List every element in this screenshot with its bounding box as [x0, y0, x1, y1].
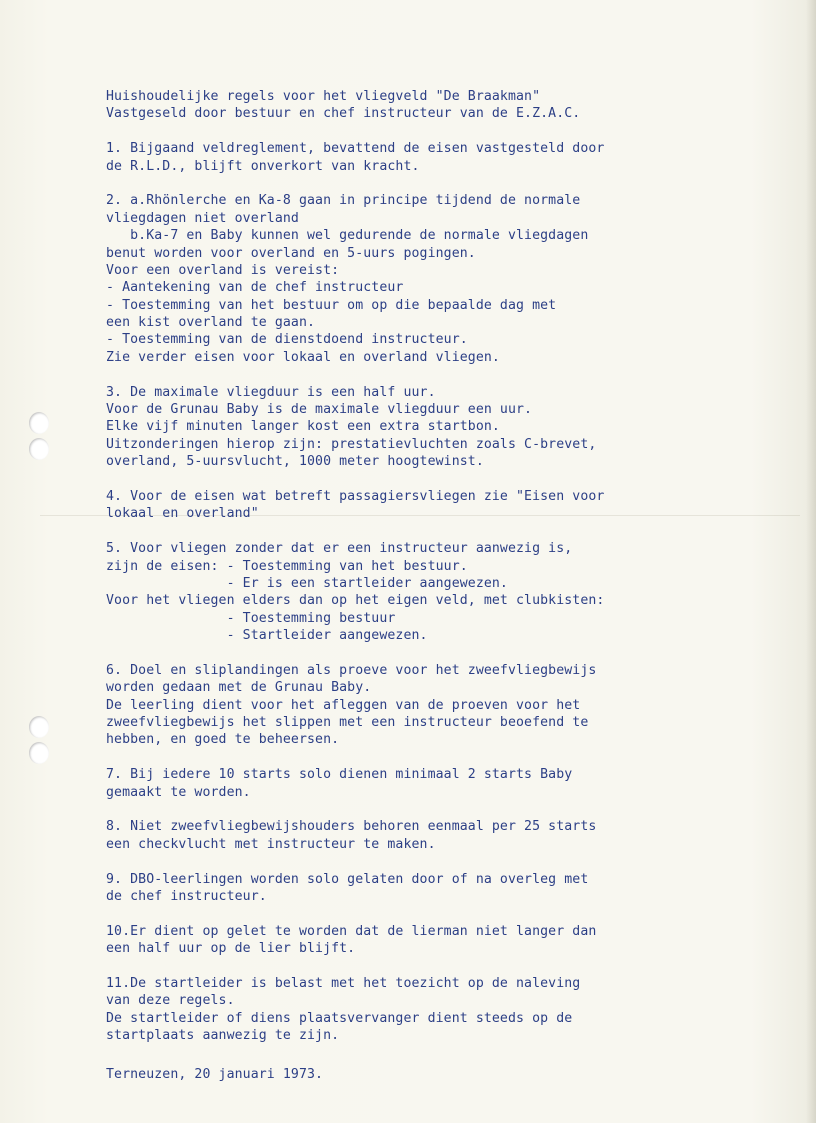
rule-line: 4. Voor de eisen wat betreft passagiersvliegen zie "Eisen voor: [106, 488, 605, 504]
rule-line: De leerling dient voor het afleggen van de proeven voor het: [106, 697, 581, 713]
title-line: Vastgeseld door bestuur en chef instructeur van de E.Z.A.C.: [106, 106, 581, 122]
rule-line: - Aantekening van de chef instructeur: [106, 280, 404, 296]
rule-paragraph: [106, 140, 726, 175]
rule-line: 10.Er dient op gelet te worden dat de lierman niet langer dan: [106, 923, 597, 939]
rule-line: - Toestemming van de dienstdoend instructeur.: [106, 332, 468, 348]
rule-line: zweefvliegbewijs het slippen met een instructeur beoefend te: [106, 715, 589, 731]
rule-line: 5. Voor vliegen zonder dat er een instructeur aanwezig is,: [106, 541, 573, 557]
rule-line: Voor de Grunau Baby is de maximale vliegduur een uur.: [106, 402, 533, 418]
document-title: [106, 88, 726, 123]
rule-paragraph: [106, 384, 726, 471]
rule-line: - Er is een startleider aangewezen.: [106, 575, 508, 591]
rule-paragraph: [106, 540, 726, 644]
rule-line: 1. Bijgaand veldreglement, bevattend de eisen vastgesteld door: [106, 141, 605, 157]
rule-line: lokaal en overland": [106, 506, 259, 522]
punch-hole: [29, 412, 49, 434]
rule-line: de chef instructeur.: [106, 888, 267, 904]
rule-line: van deze regels.: [106, 993, 235, 1009]
rule-line: De startleider of diens plaatsvervanger dient steeds op de: [106, 1010, 573, 1026]
rule-line: Voor het vliegen elders dan op het eigen veld, met clubkisten:: [106, 593, 605, 609]
rule-line: een checkvlucht met instructeur te maken.: [106, 836, 436, 852]
rule-paragraph: [106, 192, 726, 366]
rule-line: gemaakt te worden.: [106, 784, 251, 800]
place-date-footer: Terneuzen, 20 januari 1973.: [106, 1067, 324, 1083]
rule-paragraph: [106, 662, 726, 749]
rule-line: b.Ka-7 en Baby kunnen wel gedurende de normale vliegdagen: [106, 228, 589, 244]
rule-line: 8. Niet zweefvliegbewijshouders behoren eenmaal per 25 starts: [106, 819, 597, 835]
rule-line: de R.L.D., blijft onverkort van kracht.: [106, 158, 420, 174]
rule-line: vliegdagen niet overland: [106, 210, 299, 226]
rule-line: 9. DBO-leerlingen worden solo gelaten door of na overleg met: [106, 871, 589, 887]
rule-line: een kist overland te gaan.: [106, 315, 316, 331]
rule-line: Voor een overland is vereist:: [106, 262, 340, 278]
rule-line: een half uur op de lier blijft.: [106, 941, 356, 957]
rule-paragraph: [106, 975, 726, 1045]
rule-line: Elke vijf minuten langer kost een extra startbon.: [106, 419, 500, 435]
paragraph-gap: [106, 123, 726, 140]
paragraph-gap: [106, 645, 726, 662]
rule-paragraph: [106, 871, 726, 906]
paragraph-gap: [106, 905, 726, 922]
paragraph-gap: [106, 801, 726, 818]
paragraph-gap: [106, 749, 726, 766]
rule-line: 7. Bij iedere 10 starts solo dienen minimaal 2 starts Baby: [106, 767, 573, 783]
rule-line: Zie verder eisen voor lokaal en overland vliegen.: [106, 349, 500, 365]
rule-line: - Startleider aangewezen.: [106, 628, 428, 644]
title-line: Huishoudelijke regels voor het vliegveld "De Braakman": [106, 89, 541, 104]
rule-line: 2. a.Rhönlerche en Ka-8 gaan in principe tijdend de normale: [106, 193, 581, 209]
rule-line: hebben, en goed te beheersen.: [106, 732, 340, 748]
paragraph-gap: [106, 175, 726, 192]
rule-line: benut worden voor overland en 5-uurs pogingen.: [106, 245, 476, 261]
rule-paragraph: [106, 818, 726, 853]
rule-line: 3. De maximale vliegduur is een half uur.: [106, 384, 436, 400]
rule-line: Uitzonderingen hierop zijn: prestatievluchten zoals C-brevet,: [106, 436, 597, 452]
rule-line: 11.De startleider is belast met het toezicht op de naleving: [106, 975, 581, 991]
rules-list: [106, 123, 726, 1045]
paragraph-gap: [106, 853, 726, 870]
rule-paragraph: [106, 766, 726, 801]
typed-document: [106, 88, 726, 1084]
rule-line: - Toestemming bestuur: [106, 610, 396, 626]
punch-hole: [29, 438, 49, 460]
rule-line: startplaats aanwezig te zijn.: [106, 1028, 340, 1044]
paragraph-gap: [106, 523, 726, 540]
rule-line: zijn de eisen: - Toestemming van het bestuur.: [106, 558, 468, 574]
rule-line: worden gedaan met de Grunau Baby.: [106, 680, 372, 696]
rule-line: - Toestemming van het bestuur om op die bepaalde dag met: [106, 297, 557, 313]
paragraph-gap: [106, 958, 726, 975]
rule-paragraph: [106, 488, 726, 523]
rule-paragraph: [106, 923, 726, 958]
punch-hole: [29, 742, 49, 764]
rule-line: 6. Doel en sliplandingen als proeve voor het zweefvliegbewijs: [106, 662, 597, 678]
paragraph-gap: [106, 366, 726, 383]
rule-line: overland, 5-uursvlucht, 1000 meter hoogtewinst.: [106, 454, 484, 470]
page-edge-shadow: [806, 0, 816, 1123]
paragraph-gap: [106, 471, 726, 488]
punch-hole: [29, 716, 49, 738]
